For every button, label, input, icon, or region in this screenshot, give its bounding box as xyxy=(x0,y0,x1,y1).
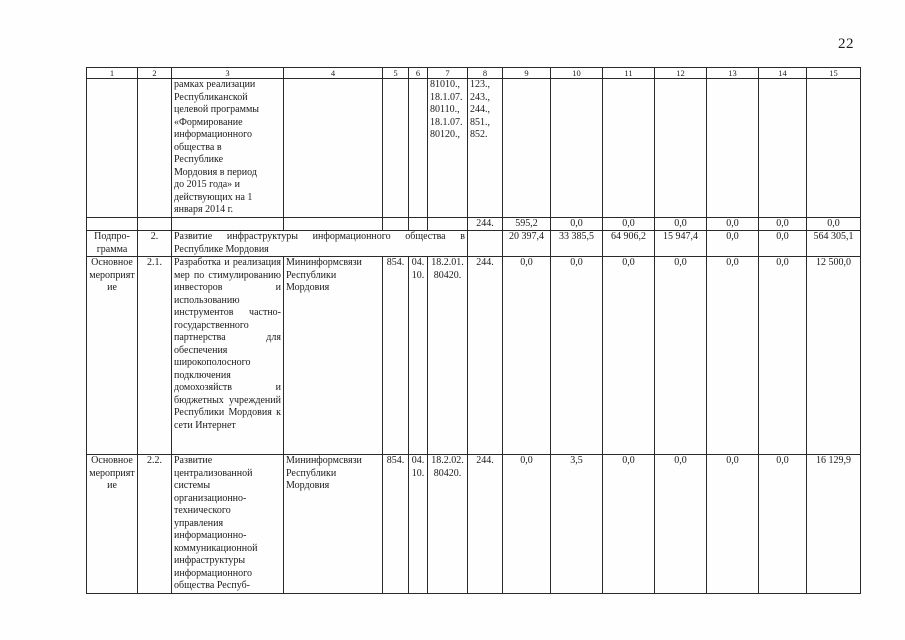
value-cell: 15 947,4 xyxy=(655,231,707,257)
value-cell: 0,0 xyxy=(759,217,807,231)
value-cell: 0,0 xyxy=(503,455,551,594)
col-num: 5 xyxy=(383,68,409,79)
value-cell: 0,0 xyxy=(655,257,707,455)
value-cell: 0,0 xyxy=(759,455,807,594)
value-cell: 564 305,1 xyxy=(807,231,861,257)
table-row xyxy=(87,257,861,455)
col-num: 3 xyxy=(172,68,284,79)
value-cell: 0,0 xyxy=(603,217,655,231)
value-cell: 0,0 xyxy=(759,257,807,455)
value-cell: 20 397,4 xyxy=(503,231,551,257)
col-num: 13 xyxy=(707,68,759,79)
value-cell: 0,0 xyxy=(551,257,603,455)
value-cell: 595,2 xyxy=(503,217,551,231)
col-num: 2 xyxy=(138,68,172,79)
value-cell: 0,0 xyxy=(707,231,759,257)
value-cell: 12 500,0 xyxy=(807,257,861,455)
value-cell: 0,0 xyxy=(503,257,551,455)
col-num: 4 xyxy=(284,68,383,79)
col-num: 10 xyxy=(551,68,603,79)
col-num: 14 xyxy=(759,68,807,79)
row-number: 2.1. xyxy=(138,257,172,455)
code-cell: 18.2.01. 80420. xyxy=(428,257,468,455)
col-num: 12 xyxy=(655,68,707,79)
value-cell: 16 129,9 xyxy=(807,455,861,594)
code-cell: 18.2.02. 80420. xyxy=(428,455,468,594)
value-cell: 0,0 xyxy=(603,257,655,455)
column-number-row xyxy=(87,68,861,79)
value-cell: 0,0 xyxy=(759,231,807,257)
code-cell: 854. xyxy=(383,455,409,594)
value-cell: 0,0 xyxy=(655,455,707,594)
executor-cell: Мининформсвязи Республики Мордовия xyxy=(284,257,383,455)
col-num: 1 xyxy=(87,68,138,79)
code-cell: 244. xyxy=(468,455,503,594)
code-cell: 854. xyxy=(383,257,409,455)
code-cell: 244. xyxy=(468,217,503,231)
row-type-label: Подпро-грамма xyxy=(87,231,138,257)
col-num: 9 xyxy=(503,68,551,79)
value-cell: 0,0 xyxy=(707,455,759,594)
code-cell: 04. 10. xyxy=(409,455,428,594)
program-table xyxy=(86,67,861,594)
subprogram-row xyxy=(87,231,861,257)
value-cell: 0,0 xyxy=(655,217,707,231)
code-cell: 04. 10. xyxy=(409,257,428,455)
table-row xyxy=(87,79,861,218)
value-cell: 0,0 xyxy=(707,257,759,455)
table-row xyxy=(87,455,861,594)
col-num: 11 xyxy=(603,68,655,79)
measure-name-cell: Разработка и реализация мер по стимулированию инвесторов и использованию инструментов частно-государственного партнерства для обеспечения широкополосного подключения домохозяйств и бюджетных учреждений Республики Мордовия к сети Интернет xyxy=(172,257,284,455)
subprogram-title: Развитие инфраструктуры информационного общества в Республике Мордовия xyxy=(172,231,468,257)
row-number: 2.2. xyxy=(138,455,172,594)
row-type-label: Основное мероприятие xyxy=(87,455,138,594)
col-num: 8 xyxy=(468,68,503,79)
page-number: 22 xyxy=(838,36,854,52)
value-cell: 64 906,2 xyxy=(603,231,655,257)
row-number: 2. xyxy=(138,231,172,257)
row-type-label: Основное мероприятие xyxy=(87,257,138,455)
code-cell: 81010., 18.1.07. 80110., 18.1.07. 80120., xyxy=(428,79,468,218)
table-row xyxy=(87,217,861,231)
measure-name-cell: Развитие централизованной системы организационно-технического управления информационно-коммуникационной инфраструктуры информационного общества Респуб- xyxy=(172,455,284,594)
executor-cell: Мининформсвязи Республики Мордовия xyxy=(284,455,383,594)
code-cell: 123., 243., 244., 851., 852. xyxy=(468,79,503,218)
value-cell: 0,0 xyxy=(707,217,759,231)
col-num: 15 xyxy=(807,68,861,79)
code-cell: 244. xyxy=(468,257,503,455)
col-num: 6 xyxy=(409,68,428,79)
value-cell: 0,0 xyxy=(603,455,655,594)
value-cell: 33 385,5 xyxy=(551,231,603,257)
value-cell: 3,5 xyxy=(551,455,603,594)
value-cell: 0,0 xyxy=(807,217,861,231)
measure-name-cell: рамках реализации Республиканской целевой программы «Формирование информационного общества в Республике Мордовия в период до 2015 года» и действующих на 1 января 2014 г. xyxy=(172,79,284,218)
value-cell: 0,0 xyxy=(551,217,603,231)
col-num: 7 xyxy=(428,68,468,79)
